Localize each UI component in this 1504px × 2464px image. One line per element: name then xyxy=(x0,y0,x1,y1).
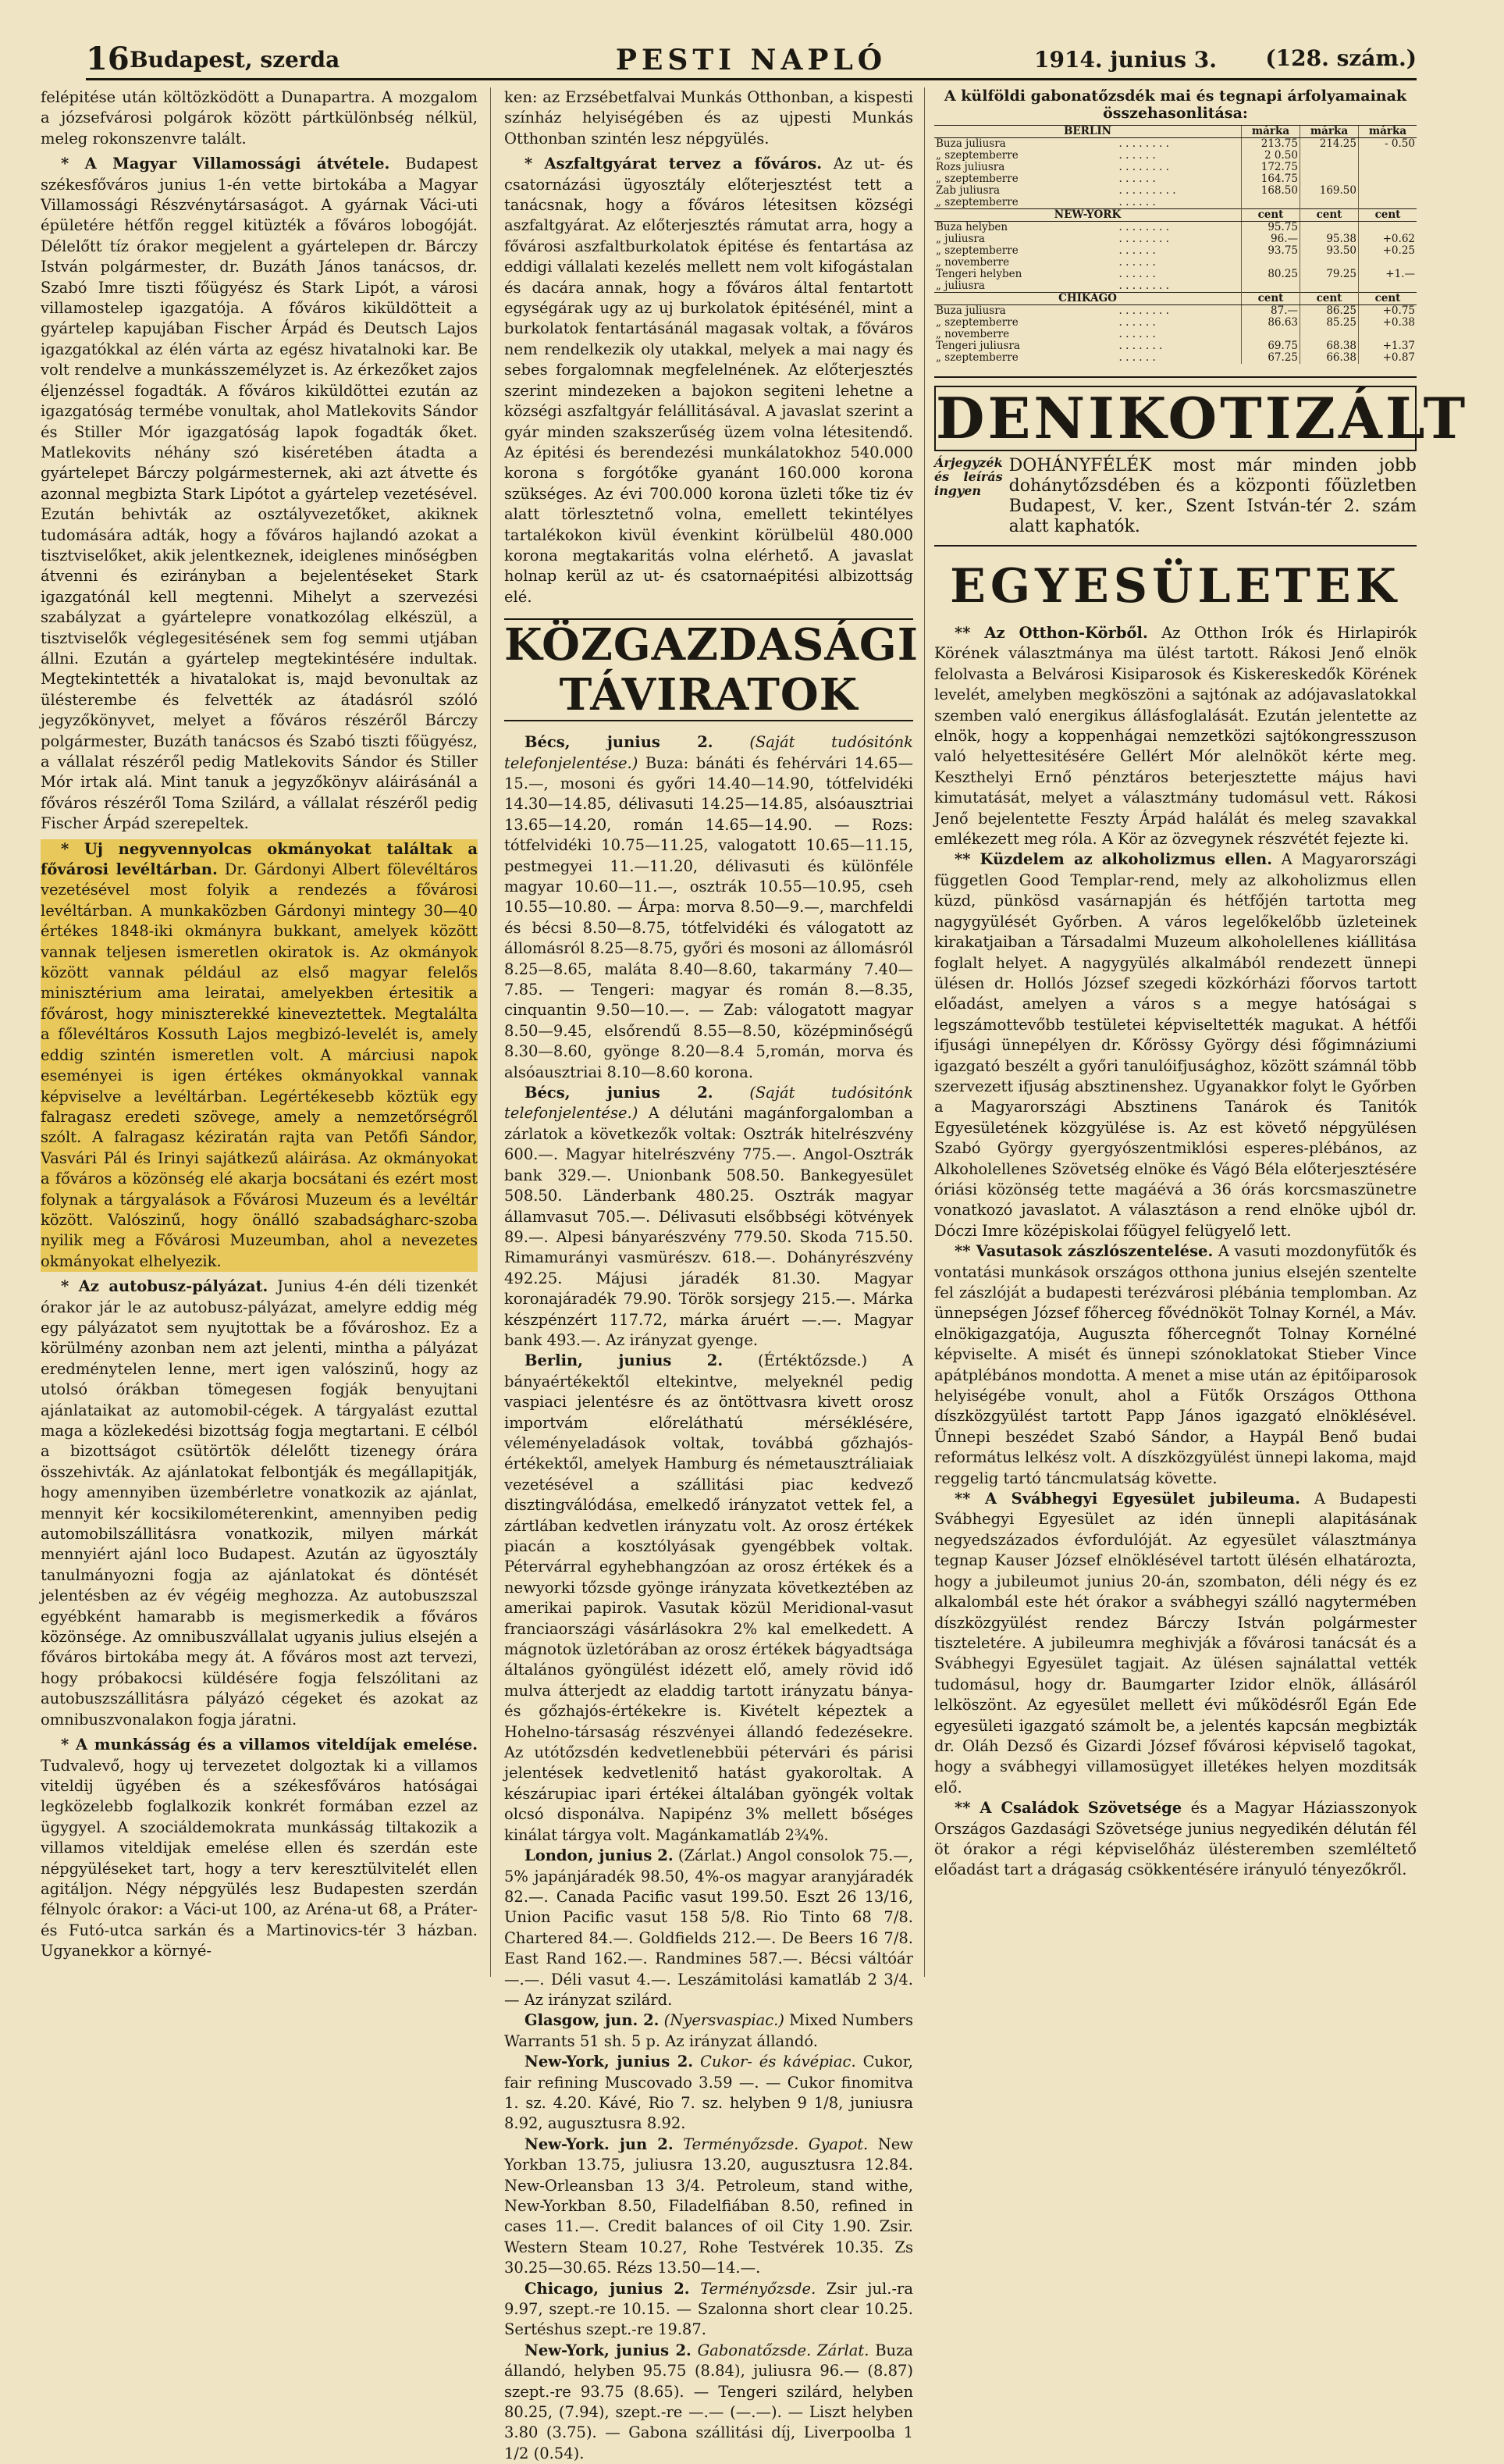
telegram-source: (Zárlat.) xyxy=(677,1846,742,1865)
quote-row xyxy=(934,185,1417,197)
article-csaladok xyxy=(934,1798,1417,1881)
header-dateline: Budapest, szerda xyxy=(130,47,340,73)
quote-value xyxy=(1359,185,1417,197)
telegram-body: Cukor, fair refining Muscovado 3.59 —. — Cukor finomitva 1. sz. 4.20. Kávé, Rio 7. sz. helyben 9 1/8, juniusra 8.92, augusztusra 8.92. xyxy=(504,2053,913,2133)
article-heading: * Aszfaltgyárat tervez a főváros. xyxy=(524,155,823,173)
quote-value xyxy=(1359,150,1417,162)
quote-value xyxy=(1300,150,1359,162)
commodity-label: „ juliusra xyxy=(936,233,985,245)
quote-row xyxy=(934,269,1417,280)
telegram-body: Angol consolok 75.—, 5% japánjáradék 98.50, 4%-os magyar aranyjáradék 82.—. Canada Pacific vasut 199.50. Eszt 26 13/16, Union Pacific vasut 158 5/8. Rio Tinto 68 7/8. Chartered 84.—. Goldfields 212.—. De Beers 16 7/8. East Rand 162.—. Randmines 587.—. Bécsi váltóár —.—. Déli vasut 4.—. Leszámitolási kamatláb 2 3/4. — Az irányzat szilárd. xyxy=(504,1846,913,2009)
quote-value: 79.25 xyxy=(1300,269,1359,280)
leader-dots: . . . . . . xyxy=(1118,268,1156,280)
quote-value: 93.75 xyxy=(1242,245,1300,257)
quote-value xyxy=(1359,222,1417,234)
quote-value: 69.75 xyxy=(1242,340,1300,352)
telegram-heading: London, junius 2. xyxy=(524,1846,674,1865)
article-villamossag xyxy=(41,154,478,834)
quote-value: 93.50 xyxy=(1300,245,1359,257)
article-body: Dr. Gárdonyi Albert fölevéltáros vezetésével most folyik a rendezés a fővárosi levéltárban. A munkaközben Gárdonyi mintegy 30—40 értékes 1848-iki okmányra bukkant, amelyek között vannak teljesen ismeretlen okiratok is. Az okmányok között vannak például az első magyar felelős minisztérium ama leiratai, amelyekben értesitik a fővárost, hogy miniszterekké kineveztettek. Megtalálta a főlevéltáros Kossuth Lajos megbizó-levelét is, amely eddig szintén ismeretlen volt. A márciusi napok eseményei is igen értékes okmányokkal vannak képviselve a levéltárban. Legértékesebb köztük egy falragasz eredeti szövege, amely a nemzetőrségről szólt. A falragasz kéziratán rajta van Petőfi Sándor, Vasvári Pál és Irinyi sajátkezű aláirása. Az okmányokat a főváros a közönség elé akarja bocsátani és ezért most folynak a tárgyalások a Fővárosi Muzeum és a levéltár között. Valószinű, hogy önálló szabadságharc-szoba nyilik meg a Fővárosi Muzeumban, ahol a nevezetes okmányokat elhelyezik. xyxy=(41,860,478,1270)
leader-dots: . . . . . . xyxy=(1118,256,1156,269)
unit-label: cent xyxy=(1359,293,1417,305)
page-number: 16 xyxy=(86,41,130,77)
quote-value xyxy=(1359,162,1417,173)
quote-value: 213.75 xyxy=(1242,138,1300,151)
article-okmanyok xyxy=(41,839,478,1273)
article-aszfaltgyar xyxy=(504,154,913,607)
quote-value xyxy=(1359,257,1417,269)
quote-row xyxy=(934,340,1417,352)
telegram-source: Terményőzsde. Gyapot. xyxy=(683,2135,869,2153)
telegram-chicago xyxy=(504,2279,913,2341)
leader-dots: . . . . . . . . xyxy=(1118,221,1169,233)
telegram-bec-2 xyxy=(504,1083,913,1351)
article-body: A Budapesti Svábhegyi Egyesület az idén ünnepli alapitásának negyedszázados évfordulóját. Az egyesület választmánya tegnap Kauser József elnöklésével tartott ülésén elhatározta, hogy a jubileumot junius 20-án, szombaton, déli négy és ez alkalombál este hét órakor a svábhegyi szálló nagytermében díszközgyülést rendez Bárczy István polgármester tiszteletére. A jubileumra meghivják a fővárosi tanácsát és a Svábhegyi Egyesület tagjait. Az ülésen sajnálattal vették tudomásul, hogy dr. Baumgarter Izidor elnök, állásáról lelköszönt. Az egyesület mellett évi működésről Egán Ede egyesületi igazgató számolt be, a jelentés kapcsán megbizták dr. Oláh Dezső és Gizardi József fővárosi képviselő tagokat, hogy a svábhegyi villamosügyet illetékes helyen mozditsák elő. xyxy=(934,1490,1417,1796)
grain-price-table xyxy=(934,125,1417,364)
article-alkoholizmus xyxy=(934,849,1417,1241)
article-vasutasok xyxy=(934,1241,1417,1489)
city-header-berlin xyxy=(934,126,1417,138)
quote-value: +0.62 xyxy=(1359,233,1417,245)
telegram-body: A bányaértékektől eltekintve, melyeknél pedig vaspiaci jelentésre és az öntöttvasra kivett orosz importvám előreláthatú mérséklésére, véleményeladások voltak, továbbá gőzhajós-értékektől, amelyek Hamburg és németausztráliaiak vezetésével a szállitási piac kedvező disztingválódása, emelkedő irányzatot vettek fel, a zártlában kedvetlen irányzatu volt. Az orosz értékek piacán a kosztólyásak gyengébbek voltak. Pétervárral egyhebhangzóan az orosz értékek és a newyorki tőzsde gyönge irányzata következtében az amerikai papirok. Vasutak közül Meridional-vasut franciaországi vásárlásokra 2% kal emelkedett. A mágnotok üzletórában az orosz értékek bágyadtsága általános gyöngülést idézett elő, amely rövid idő mulva átterjedt az eladdig tartott irányzatu bánya- és gőzhajós-értékekre is. Kivételt képeztek a Hohelno-társaság részvényei állandó fedezésekre. Az utótőzsdén kedvetlenebbüi pétervári és párisi jelentések kedvetlenitő hatást gyakoroltak. A készárupiac ipari értékei általában gyöngék voltak olcsó disponálva. Napipénz 3% mellett bőséges kinálat tárgya volt. Magánkamatláb 2¾%. xyxy=(504,1351,914,1844)
quote-value xyxy=(1242,197,1300,209)
telegram-heading: Bécs, junius 2. xyxy=(524,733,713,752)
quote-row xyxy=(934,305,1417,318)
quote-value: - 0.50 xyxy=(1359,138,1417,151)
quote-row xyxy=(934,352,1417,364)
article-svabhegyi xyxy=(934,1489,1417,1798)
quote-value: 96.— xyxy=(1242,233,1300,245)
commodity-label: Tengeri helyben xyxy=(936,268,1022,280)
quote-value: 86.63 xyxy=(1242,317,1300,329)
quote-row xyxy=(934,257,1417,269)
telegram-heading: New-York. jun 2. xyxy=(524,2135,674,2153)
quote-value xyxy=(1300,222,1359,234)
column-3 xyxy=(934,87,1469,1985)
article-body: Budapest székesfőváros junius 1-én vette birtokába a Magyar Villamossági Részvénytársaságot. A gyárnak Váci-uti épületére hétfőn reggel kitüzték a főváros lobogóját. Délelőtt tíz órakor megjelent a gyártelepen dr. Bárczy István polgármester, dr. Buzáth János tanácsos, dr. Szabó Imre tiszti főügyész és Stark Lipót, a városi villamostelep igazgatója. A főváros kiküldötteit a gyártelep kapujában Fischer Árpád és Deutsch Lajos igazgatókkal az élén várta az egész hivatalnoki kar. Be volt rendelve a munkásszemélyzet is. Az érkezőket zajos éljenzéssel fogadták. A főváros kiküldöttei ezután az igazgatóság termébe vonultak, ahol Matlekovits Sándor és Stiller Mór igazgatóság lapok fogadták őket. Matlekovits néhány szó kiséretében átadta a gyártelepet Bárczy polgármesternek, aki azt átvette és azonnal megbizta Stark Lipótot a gyártelep vezetésével. Ezután behivták az osztályvezetőket, akiknek tudomására adták, hogy a főváros hajlandó azokat a tisztviselőket, akik jelentkeznek, ideiglenes minőségben átvenni és ezirányban a bejelentéseket Stark igazgatónál kell megtenni. Mihelyt a szervezési szabályzat a gyártelepre vonatkozólag elkészül, a tisztviselők véglegesitésének sem fog semmi utjában állni. Ezután a gyártelep megtekintésére indultak. Megtekintették a hivatalokat is, majd bevonultak az ülésterembe és felvették az átadásról szóló jegyzőkönyvet, melyet a főváros részéről Bárczy polgármester, Buzáth tanácsos és Szabó tiszti főügyész, a vállalat részéről pedig Matlekovits Sándor és Stiller Mór irtak alá. Mint tanuk a jegyzőkönyv aláirásánál a főváros részéről Toma Szilárd, a vállalat részéről pedig Fischer Árpád szerepeltek. xyxy=(41,155,478,833)
telegram-bec-1 xyxy=(504,732,913,1083)
article-heading: ** Vasutasok zászlószentelése. xyxy=(955,1242,1214,1261)
unit-label: cent xyxy=(1300,209,1359,222)
quote-row xyxy=(934,150,1417,162)
quote-row xyxy=(934,162,1417,173)
article-continuation: ken: az Erzsébetfalvai Munkás Otthonban, a kispesti színház helyiségében és az ujpesti Munkás Otthonban szintén lesz népgyülés. xyxy=(504,88,913,148)
leader-dots: . . . . . . . xyxy=(1118,340,1163,352)
leader-dots: . . . . . . . . xyxy=(1118,137,1169,150)
unit-label: márka xyxy=(1300,126,1359,138)
quote-value: 87.— xyxy=(1242,305,1300,318)
commodity-label: „ szeptemberre xyxy=(936,196,1019,208)
telegram-newyork-3 xyxy=(504,2341,913,2464)
article-heading: * Az autobusz-pályázat. xyxy=(61,1277,268,1296)
telegram-newyork-1 xyxy=(504,2052,913,2135)
quote-value: 169.50 xyxy=(1300,185,1359,197)
telegram-source: Terményőzsde. xyxy=(700,2279,816,2298)
article-heading: ** A Családok Szövetsége xyxy=(955,1799,1182,1818)
telegram-source: (Saját tudósitónk telefonjelentése.) xyxy=(504,1084,913,1123)
quote-value xyxy=(1359,173,1417,185)
telegram-heading: New-York, junius 2. xyxy=(524,2053,694,2071)
telegram-heading: Chicago, junius 2. xyxy=(524,2279,690,2298)
newspaper-masthead: PESTI NAPLÓ xyxy=(615,44,887,77)
column-rule xyxy=(490,87,491,1977)
quote-value xyxy=(1300,280,1359,293)
article-body: A vasuti mozdonyfütők és vontatási munkások országos otthona junius elsején szentelte fel zászlóját a budapesti terézvárosi plébánia templomban. Az ünnepségen József főherceg fővédnököt Tolnay Kornél, a Máv. elnökigazgatója, Auguszta főhercegnőt Tolnay Kornélné képviselte. A misét és ünnepi szónoklatokat Stieber Vince apátplébános mondotta. A menet a mise után az épitőiparosok helyiségébe vonult, ahol a Fütők Országos Otthona díszközgyülést tartott Papp János igazgató elnöklésével. Ünnepi beszédet Szabó Sándor, a Haypál Benő budai református lelkész volt. A díszközgyülést ünnepi lakoma, majd reggelig tartó táncmulatság követte. xyxy=(934,1242,1417,1487)
telegram-heading: Glasgow, jun. 2. xyxy=(524,2011,660,2030)
quote-value xyxy=(1242,257,1300,269)
quote-row xyxy=(934,317,1417,329)
leader-dots: . . . . . . xyxy=(1118,173,1156,185)
leader-dots: . . . . . . xyxy=(1118,316,1156,329)
ad-headline: DENIKOTIZÁLT xyxy=(936,385,1469,451)
quote-row xyxy=(934,245,1417,257)
article-villamos-viteldij xyxy=(41,1735,478,1961)
article-heading: ** Az Otthon-Körből. xyxy=(955,624,1148,642)
commodity-label: „ szeptemberre xyxy=(936,351,1019,364)
telegram-body: Mixed Numbers Warrants 51 sh. 5 p. Az irányzat állandó. xyxy=(504,2011,914,2050)
quote-row xyxy=(934,138,1417,151)
quote-row xyxy=(934,173,1417,185)
section-title-egyesuletek: EGYESÜLETEK xyxy=(950,559,1401,614)
unit-label: cent xyxy=(1300,293,1359,305)
quote-value: +1.— xyxy=(1359,269,1417,280)
quote-value: 214.25 xyxy=(1300,138,1359,151)
quote-value: 80.25 xyxy=(1242,269,1300,280)
quote-row xyxy=(934,280,1417,293)
city-name: CHIKAGO xyxy=(934,293,1242,305)
unit-label: márka xyxy=(1242,126,1300,138)
commodity-label: „ juliusra xyxy=(936,280,985,292)
article-heading: ** A Svábhegyi Egyesület jubileuma. xyxy=(955,1490,1300,1508)
telegram-heading: Bécs, junius 2. xyxy=(524,1084,713,1102)
quote-value: 172.75 xyxy=(1242,162,1300,173)
telegram-heading: New-York, junius 2. xyxy=(524,2341,692,2359)
quote-value: 67.25 xyxy=(1242,352,1300,364)
quote-value xyxy=(1300,329,1359,340)
quote-value: +0.38 xyxy=(1359,317,1417,329)
section-title-kozgazdasagi: KÖZGAZDASÁGI TÁVIRATOK xyxy=(504,619,919,721)
issue-number: (128. szám.) xyxy=(1265,45,1417,71)
commodity-label: „ szeptemberre xyxy=(936,173,1019,185)
commodity-label: „ novemberre xyxy=(936,328,1010,340)
quote-value xyxy=(1300,173,1359,185)
article-autobusz xyxy=(41,1277,478,1730)
quote-value: 164.75 xyxy=(1242,173,1300,185)
quote-value xyxy=(1300,162,1359,173)
leader-dots: . . . . . . . . xyxy=(1118,304,1169,317)
article-body: A Magyarországi független Good Templar-rend, mely az alkoholizmus ellen küzd, pünkösd vasárnapján és hétfőjén tartotta meg nagygyülését Győrben. A város legelőkelőbb üzleteinek kirakatjaiban a Társadalmi Muzeum alkoholellenes kiállitása foglalt helyet. A nagygyülés alkalmából rendezett ünnepi ülésen dr. Hollós József szegedi közkórházi főorvos tartott előadást, amelyen a város s a megye hatóságai s legszámottevőbb testületei képviseltették magukat. A hétfői ifjusági ünnepélyen dr. Kőrössy György dési főgimnáziumi igazgató beszélt a győri tanulóifjusághoz, között számnál több szervezett ifjuság absztinenshez. Ugyanakkor folyt le Győrben a Magyarországi Absztinens Tanárok és Tanitók Egyesületének közgyülése is. Az est követő népgyülésen Szabó György gyergyószentmiklósi esperes-plébános, az Alkoholellenes Szövetség elnöke és Vágó Béla előterjesztésére óriási közönség tette magáévá a 36 órás korcsmaszünetre vonatkozó javaslatot. A választáson a rend elnöke ujból dr. Dóczi Imre középiskolai főügyel felügyelő lett. xyxy=(934,850,1417,1240)
telegram-newyork-2 xyxy=(504,2135,913,2279)
leader-dots: . . . . . . . . xyxy=(1118,280,1169,292)
page-header xyxy=(86,37,1417,80)
telegram-source: Gabonatőzsde. Zárlat. xyxy=(697,2341,869,2359)
telegram-body: New Yorkban 13.75, juliusra 13.20, augusztusra 12.84. New-Orleansban 13 3/4. Petroleum, stand withe, New-Yorkban 8.50, Filadelfiában 8.50, refined in cases 11.—. Credit balances of oil City 1.90. Zsir. Western Steam 10.27, Rohe Testvérek 10.35. Zs 30.25—30.65. Rézs 13.50—14.—. xyxy=(504,2135,913,2277)
telegram-berlin xyxy=(504,1351,913,1846)
article-body: Junius 4-én déli tizenkét órakor jár le az autobusz-pályázat, amelyre eddig még egy pályázatot sem nyujtottak be a fővároshoz. Ez a körülmény azonban nem azt jelenti, mintha a pályázat eredménytelen lenne, mert igen valószinű, hogy az utolsó órákban tömegesen fogják benyujtani ajánlataikat az automobil-cégek. A tárgyalást ezuttal maga a közlekedési bizottság fogja megtartani. E célból a bizottságot csütörtök délelőtt tizenegy órára összehivták. Az ajánlatokat felbontják és megállapitják, hogy amennyiben üzembérletre vonatkozik az ajánlat, mennyit kér kocsikilométerenkint, amennyiben pedig automobilszállitásra vonatkozik, milyen márkát mennyiért ajánl loco Budapest. Azután az ügyosztály tanulmányozni fogja az ajánlatokat és döntését jelentésben az év végéig meghozza. Az autobuszszal egyébként hamarabb is megismerkedik a főváros közönsége. Az omnibuszvállalat ugyanis julius elsején a főváros birtokába megy át. A főváros most azt tervezi, hogy próbakocsi küldésére fogja felszólitani az autobuszszállitásra pályázó cégeket és azokat az omnibuszvonalakon fogja járatni. xyxy=(41,1277,478,1729)
quote-value xyxy=(1242,280,1300,293)
commodity-label: Rozs juliusra xyxy=(936,161,1005,173)
quote-row xyxy=(934,233,1417,245)
quote-value: 85.25 xyxy=(1300,317,1359,329)
quote-value: +0.25 xyxy=(1359,245,1417,257)
quote-value xyxy=(1300,197,1359,209)
commodity-label: „ novemberre xyxy=(936,256,1010,269)
city-header-chicago xyxy=(934,293,1417,305)
telegram-body: A délutáni magánforgalomban a zárlatok a következők voltak: Osztrák hitelrészvény 600.—. Magyar hitelrészvény 775.—. Angol-Osztrák bank 329.—. Unionbank 508.50. Bankegyesület 508.50. Länderbank 480.25. Osztrák magyar államvasut 705.—. Délivasuti elsőbbségi kötvények 89.—. Alpesi bányarészvény 779.50. Skoda 715.50. Rimamurányi vasmürészv. 618.—. Dohányrészvény 492.25. Májusi járadék 81.30. Magyar koronajáradék 79.90. Török sorsjegy 215.—. Márka készpénzért 117.72, márka áruért —.—. Magyar bank 493.—. Az irányzat gyenge. xyxy=(504,1104,913,1349)
city-name: BERLIN xyxy=(934,126,1242,138)
telegram-glasgow xyxy=(504,2010,913,2052)
commodity-label: „ szeptemberre xyxy=(936,316,1019,329)
unit-label: cent xyxy=(1242,293,1300,305)
city-name: NEW-YORK xyxy=(934,209,1242,222)
ad-side-note: Árjegyzék és leírás ingyen xyxy=(934,455,1003,498)
telegram-source: Cukor- és kávépiac. xyxy=(699,2053,856,2071)
telegram-source: (Nyersvaspiac.) xyxy=(663,2011,784,2030)
telegram-heading: Berlin, junius 2. xyxy=(524,1351,724,1370)
commodity-label: „ szeptemberre xyxy=(936,149,1019,162)
quote-value xyxy=(1242,329,1300,340)
tobacco-advertisement xyxy=(934,376,1469,547)
article-continuation: felépitése után költözködött a Dunapartra. A mozgalom a józsefvárosi polgárok között pártkülönbség nélkül, meleg rokonszenvre talált. xyxy=(41,88,478,148)
quote-value: +0.87 xyxy=(1359,352,1417,364)
leader-dots: . . . . . . . . xyxy=(1118,233,1169,245)
leader-dots: . . . . . . . . xyxy=(1118,161,1169,173)
quote-value: 95.75 xyxy=(1242,222,1300,234)
article-heading: * A munkásság és a villamos viteldíjak emelése. xyxy=(61,1736,478,1754)
quote-value: 95.38 xyxy=(1300,233,1359,245)
quote-value: 68.38 xyxy=(1300,340,1359,352)
quote-value xyxy=(1359,329,1417,340)
quote-value: +1.37 xyxy=(1359,340,1417,352)
telegram-body: Buza: bánáti és fehérvári 14.65—15.—, mosoni és győri 14.40—14.90, tótfelvidéki 14.30—14.85, délivasuti 14.25—14.85, alsóausztriai 13.65—14.20, román 14.65—14.90. — Rozs: tótfelvidéki 10.75—11.25, valogatott 10.65—11.15, pestmegyei 11.—11.20, délivasuti és különféle magyar 10.60—11.—, osztrák 10.55—10.95, cseh 10.55—10.80. — Árpa: morva 8.50—9.—, marchfeldi és bécsi 8.50—8.75, tótfelvidéki és válogatott az állomásról 8.25—8.75, győri és mosoni az állomásról 8.25—8.65, maláta 8.40—8.60, takarmány 7.40—7.85. — Tengeri: magyar és román 8.—8.35, cinquantin 9.50—10.—. — Zab: válogatott magyar 8.50—9.45, elsőrendű 8.55—8.50, középminőségű 8.30—8.60, gyönge 8.20—8.4 5,román, morva és alsóausztriai 8.10—8.60 korona. xyxy=(504,753,913,1081)
leader-dots: . . . . . . xyxy=(1118,328,1156,340)
leader-dots: . . . . . . xyxy=(1118,149,1156,162)
unit-label: cent xyxy=(1242,209,1300,222)
article-body: Az ut- és csatornázási ügyosztály előterjesztést tett a tanácsnak, hogy a főváros létesitsen községi aszfaltgyárat. Az előterjesztés rámutat arra, hogy a fővárosi aszfaltburkolatok épitése és fentartása az eddigi vállalati kezelés mellett nem volt kifogástalan és dacára annak, hogy a főváros által fentartott egységárak ugy az uj burkolatok épitésénél, mint a burkolatok fentartásánál magasak voltak, a főváros nem rendelkezik oly utakkal, melyek a mai nagy és sebes forgalomnak megfelelnének. Az előterjesztés szerint mindezeken a bajokon segiteni lehetne a községi aszfaltgyár felállitásával. A javaslat szerint a gyár minden szakszerűség üzem volna létesitendő. Az épitési és berendezési munkálatokhoz 540.000 korona s forgótőke gyanánt 160.000 korona szükséges. Az évi 700.000 korona üzleti tőke tiz év alatt törlesztetnő volna, emellett tekintélyes tartalékokon kivül évenkint körülbelül 480.000 korona megtakaritás volna elérhető. A javaslat holnap kerül az ut- és csatornaépitési albizottság elé. xyxy=(504,155,914,606)
unit-label: cent xyxy=(1359,209,1417,222)
column-1 xyxy=(41,87,478,1985)
city-header-newyork xyxy=(934,209,1417,222)
telegram-body: Buza állandó, helyben 95.75 (8.84), juliusra 96.— (8.87) szept.-re 93.75 (8.65). — Tengeri szilárd, helyben 80.25, (7.94), szept.-re —.— (—.—). — Liszt helyben 3.80 (3.75). — Gabona szállitási díj, Liverpoolba 1 1/2 (0.54). xyxy=(504,2341,914,2462)
quote-value: 2 0.50 xyxy=(1242,150,1300,162)
quote-value xyxy=(1359,197,1417,209)
quote-row xyxy=(934,222,1417,234)
telegram-source: (Saját tudósitónk telefonjelentése.) xyxy=(504,733,913,772)
telegram-source: (Értéktőzsde.) xyxy=(758,1351,868,1370)
quote-value: 168.50 xyxy=(1242,185,1300,197)
telegram-body: Zsir jul.-ra 9.97, szept.-re 10.15. — Szalonna short clear 10.25. Sertéshus szept.-re 19.87. xyxy=(504,2279,914,2339)
telegram-london xyxy=(504,1846,913,2010)
leader-dots: . . . . . . . . . xyxy=(1118,184,1176,197)
article-body: Az Otthon Irók és Hirlapirók Körének választmánya ma ülést tartott. Rákosi Jenő elnök felolvasta a Belvárosi Kisiparosok és Kiskereskedők Körének levelét, amelyben megköszöni a sajtónak az adójavaslatokkal szemben való energikus állásfoglalását. Ezután jelentette az elnök, hogy a koppenhágai nemzetközi sajtókongresszuson való helyettesitésére Gellért Mór alelnököt kérte meg. Keszthelyi Ernő pénztáros beterjesztette május havi kimutatását, melyet a választmány tudomásul vett. Rákosi Jenő bejelentette Feszty Árpád halálát és meleg szavakkal emlékezett meg róla. A Kör az özvegynek részvétét fejezte ki. xyxy=(934,624,1417,849)
quote-value: 86.25 xyxy=(1300,305,1359,318)
article-body: Tudvalevő, hogy uj tervezetet dolgoztak ki a villamos viteldij ügyében és a székesfőváros hatóságai legközelebb foglalkozik konkrét formában ezzel az ügygyel. A szociáldemokrata munkásság tiltakozik a villamos viteldijak emelése ellen és szerdán este népgyüléseket tart, hogy a terv keresztülvitelét ellen agitáljon. Négy népgyülés lesz Budapesten szerdán félnyolc órakor: a Váci-ut 100, az Aréna-ut 68, a Práter- és Futó-utca sarkán és a Martinovics-tér 3 házban. Ugyanekkor a környé- xyxy=(41,1756,478,1960)
commodity-label: Zab juliusra xyxy=(936,184,1001,197)
issue-date: 1914. junius 3. xyxy=(1034,47,1218,73)
column-2 xyxy=(504,87,919,2462)
quote-value xyxy=(1300,257,1359,269)
article-heading: * Uj negyvennyolcas okmányokat találtak a fővárosi levéltárban. xyxy=(41,839,478,879)
commodity-label: Buza helyben xyxy=(936,221,1008,233)
quote-row xyxy=(934,197,1417,209)
article-body: és a Magyar Háziasszonyok Országos Gazdasági Szövetsége junius negyedikén délután fél öt órakor a régi képviselőház ülésteremben szemléltető előadást tart a drágaság csökkentésére irányuló tényezőkről. xyxy=(934,1799,1417,1879)
quote-row xyxy=(934,329,1417,340)
commodity-label: Buza juliusra xyxy=(936,137,1006,150)
article-otthon-kor xyxy=(934,623,1417,849)
ad-text: DOHÁNYFÉLÉK most már minden jobb dohánytőzsdében és a központi főüzletben Budapest, V. ker., Szent István-tér 2. szám alatt kaphatók. xyxy=(1008,456,1417,536)
unit-label: márka xyxy=(1359,126,1417,138)
grain-table-title: A külföldi gabonatőzsdék mai és tegnapi árfolyamainak összehasonlitása: xyxy=(944,87,1407,122)
quote-value: +0.75 xyxy=(1359,305,1417,318)
quote-value: 66.38 xyxy=(1300,352,1359,364)
column-rule xyxy=(924,87,925,1977)
commodity-label: Tengeri juliusra xyxy=(936,340,1020,352)
commodity-label: „ szeptemberre xyxy=(936,244,1019,257)
leader-dots: . . . . . . xyxy=(1118,351,1156,364)
quote-value xyxy=(1359,280,1417,293)
leader-dots: . . . . . . xyxy=(1118,196,1156,208)
commodity-label: Buza juliusra xyxy=(936,304,1006,317)
article-heading: ** Küzdelem az alkoholizmus ellen. xyxy=(955,850,1273,869)
article-heading: * A Magyar Villamossági átvétele. xyxy=(61,155,390,173)
leader-dots: . . . . . . xyxy=(1118,244,1156,257)
